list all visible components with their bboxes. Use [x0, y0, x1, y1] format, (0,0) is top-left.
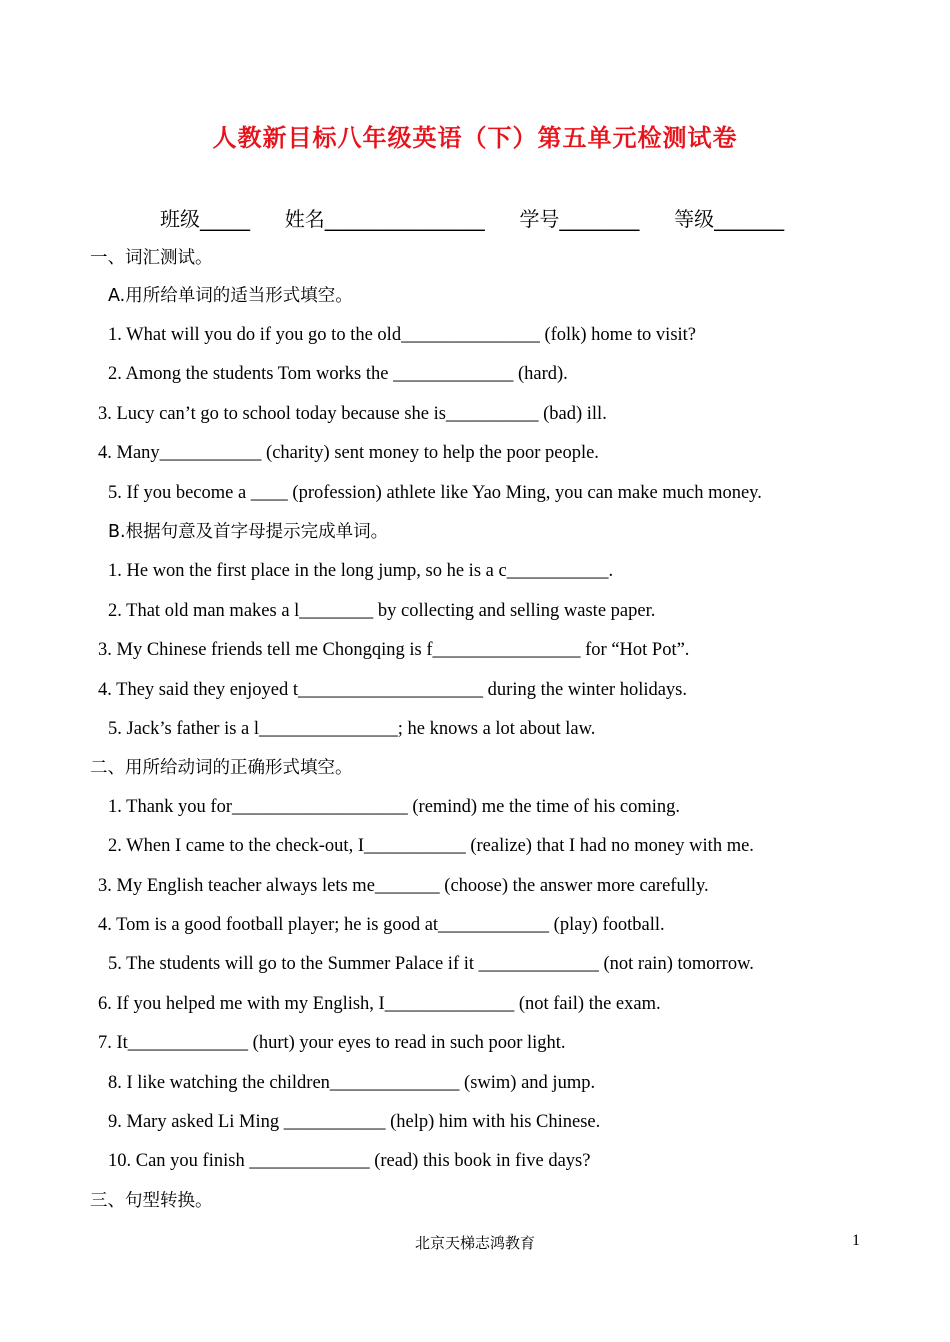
- question-item: 5. If you become a ____ (profession) athlete like Yao Ming, you can make much money.: [108, 483, 762, 503]
- section2-heading: 二、用所给动词的正确形式填空。: [90, 758, 353, 778]
- question-item: 1. Thank you for___________________ (remind) me the time of his coming.: [108, 797, 681, 817]
- student-number-field: 学号________: [519, 207, 640, 231]
- question-item: 5. Jack’s father is a l_______________; he knows a lot about law.: [108, 719, 596, 739]
- question-item: 4. They said they enjoyed t____________________ during the winter holidays.: [98, 680, 688, 700]
- question-item: 3. Lucy can’t go to school today because she is__________ (bad) ill.: [98, 404, 607, 424]
- section1-partB-heading: B.根据句意及首字母提示完成单词。: [108, 522, 389, 542]
- question-item: 7. It_____________ (hurt) your eyes to read in such poor light.: [98, 1033, 566, 1053]
- question-item: 6. If you helped me with my English, I______________ (not fail) the exam.: [98, 994, 661, 1014]
- section1-partA-heading: A.用所给单词的适当形式填空。: [108, 286, 353, 306]
- question-item: 4. Many___________ (charity) sent money to help the poor people.: [98, 443, 599, 463]
- name-field: 姓名________________: [284, 207, 485, 231]
- question-item: 9. Mary asked Li Ming ___________ (help) him with his Chinese.: [108, 1112, 601, 1132]
- question-item: 2. That old man makes a l________ by collecting and selling waste paper.: [108, 601, 656, 621]
- question-item: 8. I like watching the children______________ (swim) and jump.: [108, 1073, 596, 1093]
- question-item: 5. The students will go to the Summer Palace if it _____________ (not rain) tomorrow.: [108, 954, 754, 974]
- question-item: 1. He won the first place in the long jump, so he is a c___________.: [108, 561, 614, 581]
- question-item: 10. Can you finish _____________ (read) this book in five days?: [108, 1151, 591, 1171]
- question-item: 1. What will you do if you go to the old_______________ (folk) home to visit?: [108, 325, 697, 345]
- footer-publisher: 北京天梯志鸿教育: [414, 1234, 535, 1252]
- class-field: 班级_____: [160, 207, 250, 231]
- document-title: 人教新目标八年级英语（下）第五单元检测试卷: [212, 124, 738, 152]
- page-number: 1: [852, 1232, 860, 1249]
- question-item: 3. My English teacher always lets me_______ (choose) the answer more carefully.: [98, 876, 709, 896]
- grade-field: 等级_______: [674, 207, 785, 231]
- section3-heading: 三、句型转换。: [90, 1191, 213, 1211]
- student-info-line: [160, 203, 806, 232]
- question-item: 2. When I came to the check-out, I___________ (realize) that I had no money with me.: [108, 836, 754, 856]
- question-item: 3. My Chinese friends tell me Chongqing is f________________ for “Hot Pot”.: [98, 640, 690, 660]
- question-item: 2. Among the students Tom works the _____________ (hard).: [108, 364, 568, 384]
- question-item: 4. Tom is a good football player; he is good at____________ (play) football.: [98, 915, 665, 935]
- section1-heading: 一、词汇测试。: [90, 248, 213, 268]
